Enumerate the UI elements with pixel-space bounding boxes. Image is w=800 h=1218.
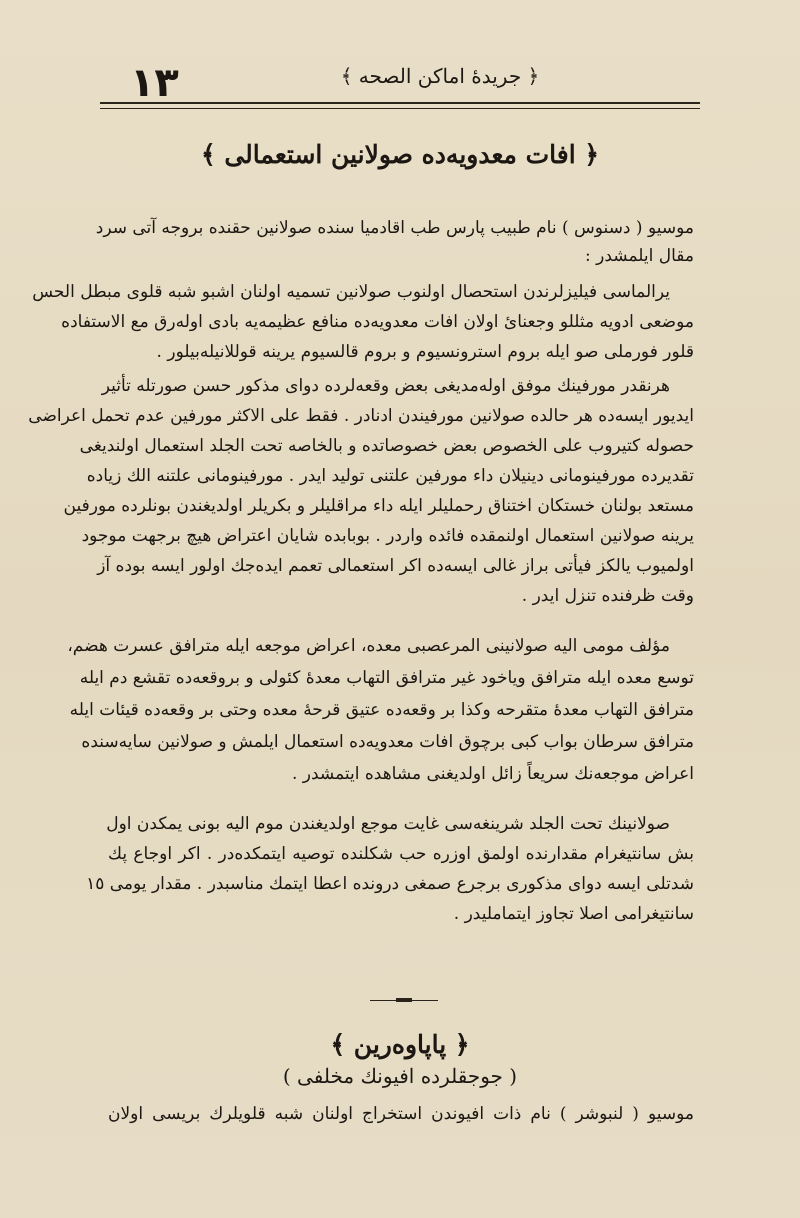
article-subtitle-papaverine: ( جوجقلرده افيونك مخلفى ) <box>282 1064 518 1088</box>
text-line: شدتلى ايسه دواى مذكورى برجرع صمغى درونده اعطا ايتمك مناسبدر . مقدار يومى ١٥ <box>86 874 694 894</box>
text-line: وقت ظرفنده تنزل ايدر . <box>521 586 694 606</box>
text-line: مقال ايلمشدر : <box>585 246 694 266</box>
text-line: يرينه صولانين استعمال اولنمقده فائده واردر . بوبابده شايان اعتراض هيچ برجهت موجود <box>81 526 694 546</box>
text-line: موضعى ادويه مثللو وجعنائ اولان افات معدويه‌ده منافع عظيمه‌يه بادى اوله‌رق مع الاستفاده <box>61 312 694 332</box>
text-line: توسع معده ايله مترافق وياخود غير مترافق التهاب معدهٔ كئولى و بروقعه‌ده تقشع دم ايله <box>79 668 694 688</box>
text-line: مستعد بولنان خستكان اختناق رحمليلر ايله داء مراقليلر و بكريلر اولديغندن بونلرده مورفين <box>63 496 694 516</box>
text-line: صولانينك تحت الجلد شرينغه‌سى غايت موجع اولديغندن موم اليه بونى يمكدن اول <box>106 814 670 834</box>
text-line: مترافق التهاب معدهٔ متقرحه وكذا بر وقعه‌ده عتيق قرحهٔ معده وحتى بر وقعه‌ده قيئات ايله <box>69 700 694 720</box>
header-rule-thin <box>100 108 700 109</box>
text-line: موسيو ( لنبوشر ) نام ذات افيوندن استخراج اولنان شبه قلويلرك بريسى اولان <box>108 1104 694 1124</box>
text-line: حصوله كتيروب على الخصوص بعض خصوصاتده و بالخاصه تحت الجلد استعمال اولنديغى <box>79 436 694 456</box>
text-line: موسيو ( دسنوس ) نام طبيب پارس طب اقادميا سنده صولانين حقنده بروجه آتى سرد <box>95 218 694 238</box>
text-line: اولميوب يالكز فيأتى براز غالى ايسه‌ده اكر استعمالى تعمم ايده‌جك اولور ايسه بوده آز <box>97 556 694 576</box>
article-title-papaverine: ﴿ پاپاوه‌رين ﴾ <box>330 1030 470 1059</box>
running-head: ﴿ جريدهٔ اماكن الصحه ﴾ <box>340 64 540 88</box>
text-line: قلور فورملى صو ايله بروم استرونسيوم و بروم قالسيوم يرينه قوللانيله‌بيلور . <box>156 342 694 362</box>
text-line: بش سانتيغرام مقدارنده اولمق اوزره حب شكلنده توصيه ايتمكده‌در . اكر اوجاع پك <box>108 844 694 864</box>
text-line: مؤلف مومى اليه صولانينى المرعصبى معده، اعراض موجعه ايله مترافق عسرت هضم، <box>67 636 670 656</box>
page-header <box>100 58 700 106</box>
text-line: اعراض موجعه‌نك سريعاً زائل اولديغنى مشاهده ايتمشدر . <box>291 764 694 784</box>
text-line: هرنقدر مورفينك موفق اوله‌مديغى بعض وقعه‌لرده دواى مذكور حسن صورتله تأثير <box>101 376 670 396</box>
text-line: ايديور ايسه‌ده هر حالده صولانين مورفيندن ادنادر . فقط على الاكثر مورفين عدم تحمل اعراضى <box>28 406 694 426</box>
text-line: يرالماسى فيليزلرندن استحصال اولنوب صولانين تسميه اولنان اشبو شبه قلوى مبطل الحس <box>32 282 670 302</box>
text-line: مترافق سرطان بواب كبى برچوق افات معدويه‌ده استعمال ايلمش و صولانين سايه‌سنده <box>81 732 694 752</box>
article-title-solanine: ﴿ افات معدويه‌ده صولانين استعمالى ﴾ <box>200 140 600 169</box>
section-separator-dash <box>396 998 412 1002</box>
page-number: ١٣ <box>130 60 179 106</box>
text-line: تقديرده مورفينومانى دينيلان داء مورفين علتنى توليد ايدر . مورفينومانى علتنه الك زياده <box>86 466 694 486</box>
header-rule-thick <box>100 102 700 104</box>
text-line: سانتيغرامى اصلا تجاوز ايتمامليدر . <box>453 904 694 924</box>
